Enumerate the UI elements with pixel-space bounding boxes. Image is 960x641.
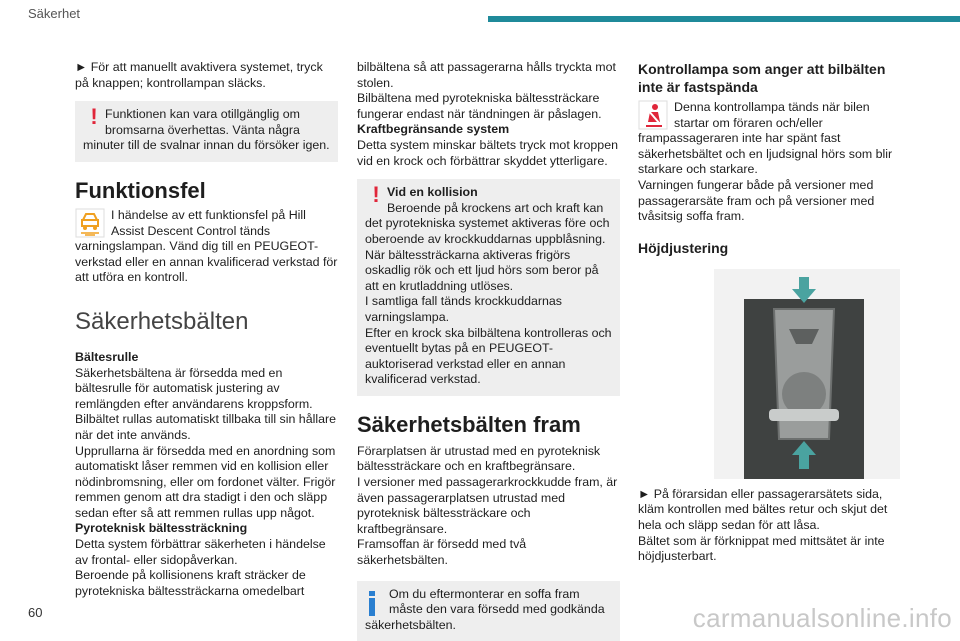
- height-adjust-figure: [714, 269, 900, 479]
- collision-heading: Vid en kollision: [387, 185, 478, 200]
- pyro-text-2: Beroende på kollisionens kraft sträcker de pyrotekniska bältessträckarna omedelbart: [75, 568, 306, 598]
- lamp-text: Denna kontrollampa tänds när bilen startar om föraren och/eller frampassageraren inte har spänt fast säkerhetsbältet och en ljudsignal hörs som blir starkare och starkare.: [638, 100, 893, 177]
- collision-text: Beroende på krockens art och kraft kan det pyrotekniska systemet aktiveras före och oberoende av krockkuddarnas uppblåsning. När bältessträckarna aktiveras frigörs oskadlig rök och ett ljud hörs som beror på att en krutladdning utlöses.: [365, 200, 610, 293]
- collision-text-3: Efter en krock ska bilbältena kontrolleras och eventuellt bytas på en PEUGEOT-auktoriserad verkstad eller en annan kvalificerad verkstad.: [365, 325, 612, 387]
- retractor-text-2: Upprullarna är försedda med en anordning som automatiskt låser remmen vid en kollision eller nödinbromsning, eller om fordonet välter. Frigör remmen genom att dra stadigt i den och släpp sedan efter så att remmen rullas upp något.: [75, 443, 336, 520]
- warning-text: Funktionen kan vara otillgänglig om bromsarna överhettas. Vänta några minuter till de svalnar innan du försöker igen.: [83, 107, 330, 153]
- fault-heading: Funktionsfel: [75, 177, 206, 203]
- lamp-text-2: Varningen fungerar både på versioner med passagerarsäte fram och på versioner med tvåsitsig soffa fram.: [638, 177, 875, 224]
- front-text: Förarplatsen är utrustad med en pyroteknisk bältessträckare och en kraftbegränsare.: [357, 443, 601, 474]
- front-text-2: I versioner med passagerarkrockkudde fram, är även passagerarplatsen utrustad med pyroteknisk bältessträckare och kraftbegränsare.: [357, 475, 618, 536]
- seatbelts-heading: Säkerhetsbälten: [75, 307, 249, 335]
- column-right: [638, 60, 900, 565]
- height-text: ► På förarsidan eller passagerarsätets sida, kläm kontrollen med bältes retur och skjut det hela och släpp sedan för att låsa.: [638, 486, 888, 532]
- retractor-heading: Bältesrulle: [75, 349, 139, 364]
- continued-text-2: Bilbältena med pyrotekniska bältessträckare fungerar endast när tändningen är påslagen.: [357, 91, 602, 121]
- info-text: Om du eftermonterar en soffa fram måste den vara försedd med godkända säkerhetsbälten.: [365, 586, 605, 632]
- running-header: Säkerhet: [28, 6, 81, 21]
- intro-paragraph: ► För att manuellt avaktivera systemet, tryck på knappen; kontrollampan släcks.: [75, 60, 323, 90]
- collision-text-2: I samtliga fall tänds krockkuddarnas varningslampa.: [365, 294, 562, 324]
- height-heading: Höjdjustering: [638, 239, 729, 256]
- front-text-3: Framsoffan är försedd med två säkerhetsbälten.: [357, 537, 527, 568]
- info-icon: [369, 591, 379, 615]
- column-left: [75, 60, 338, 599]
- hill-descent-warning-icon: [75, 208, 105, 238]
- fault-block: [75, 208, 338, 286]
- pyro-heading: Pyroteknisk bältessträckning: [75, 521, 248, 536]
- watermark: carmanualsonline.info: [692, 603, 952, 633]
- continued-text: bilbältena så att passagerarna hålls tryckta mot stolen.: [357, 60, 616, 90]
- seatbelt-warning-icon: [638, 100, 668, 130]
- pyro-text: Detta system förbättrar säkerheten i händelse av frontal- eller sidopåverkan.: [75, 537, 326, 567]
- belt-height-adjuster-illustration: [714, 269, 900, 479]
- lamp-block: [638, 100, 900, 178]
- fault-text: I händelse av ett funktionsfel på Hill Assist Descent Control tänds varningslampan. Vänd dig till en PEUGEOT-verkstad eller en annan kvalificerad verkstad för att utföra en kontroll.: [75, 207, 338, 285]
- column-middle: [357, 60, 620, 641]
- header-accent-bar: [488, 16, 960, 22]
- warning-exclamation-icon: !: [90, 104, 98, 130]
- warning-box-collision: [357, 179, 620, 396]
- limiter-text: Detta system minskar bältets tryck mot kroppen vid en krock och förbättrar skyddet ytterligare.: [357, 137, 618, 168]
- page-number: 60: [28, 605, 43, 620]
- warning-box-brakes: [75, 101, 338, 162]
- height-text-2: Bältet som är förknippat med mittsätet är inte höjdjusterbart.: [638, 533, 885, 564]
- front-belts-heading: Säkerhetsbälten fram: [357, 411, 581, 437]
- retractor-text: Säkerhetsbältena är försedda med en bältesrulle för automatisk justering av remlängden efter användarens kroppsform. Bilbältet rullas automatiskt tillbaka till sin hållare när det inte används.: [75, 365, 337, 442]
- info-box-bench: [357, 581, 620, 641]
- warning-exclamation-icon: !: [372, 182, 380, 208]
- limiter-heading: Kraftbegränsande system: [357, 122, 510, 137]
- lamp-heading: Kontrollampa som anger att bilbälten inte är fastspända: [638, 61, 886, 95]
